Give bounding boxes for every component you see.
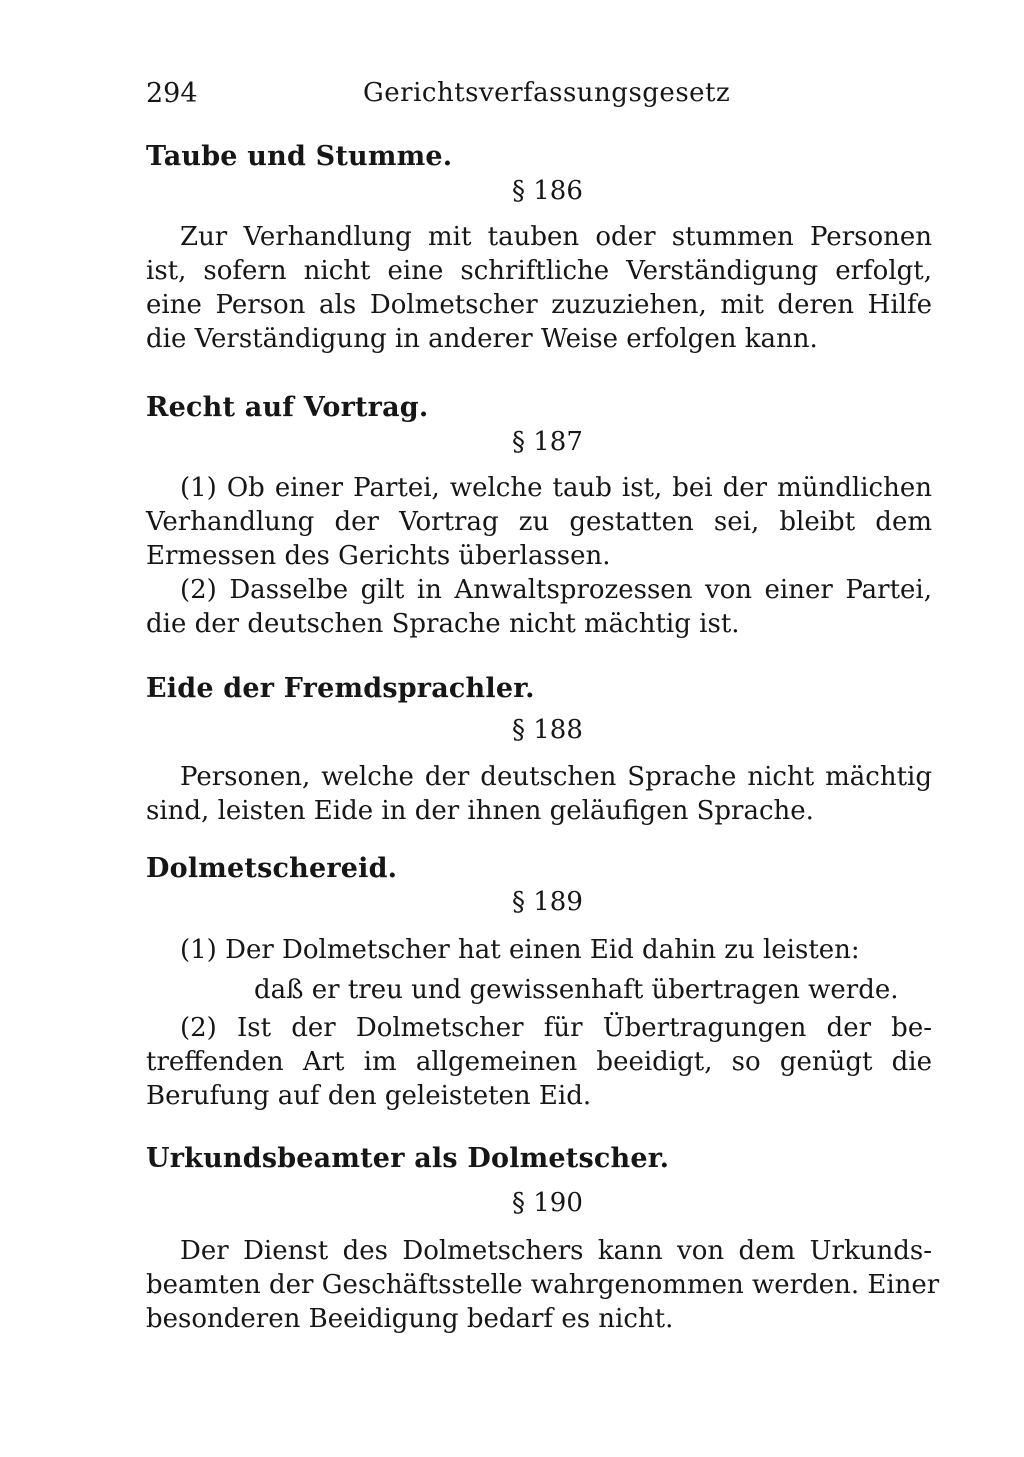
text-line: eine Person als Dolmetscher zuzuziehen, mit deren Hilfe — [146, 290, 932, 320]
section-heading: Recht auf Vortrag. — [146, 392, 429, 423]
section-heading: Urkundsbeamter als Dolmetscher. — [146, 1143, 670, 1174]
text-line: Verhandlung der Vortrag zu gestatten sei, bleibt dem — [146, 507, 932, 537]
text-line: (1) Der Dolmetscher hat einen Eid dahin zu leisten: — [180, 935, 860, 965]
section-heading: Dolmetschereid. — [146, 853, 398, 884]
paragraph-number: § 188 — [512, 715, 583, 745]
text-line: daß er treu und gewissenhaft übertragen werde. — [254, 975, 899, 1005]
text-line: sind, leisten Eide in der ihnen geläufigen Sprache. — [146, 796, 814, 826]
text-line: Zur Verhandlung mit tauben oder stummen Personen — [180, 222, 932, 252]
text-line: Ermessen des Gerichts überlassen. — [146, 541, 611, 571]
paragraph-number: § 190 — [512, 1188, 583, 1218]
section-heading: Taube und Stumme. — [146, 141, 453, 172]
text-line: beamten der Geschäftsstelle wahrgenommen werden. Einer — [146, 1270, 940, 1300]
section-text — [146, 1234, 940, 1336]
text-line: (2) Dasselbe gilt in Anwaltsprozessen von einer Partei, — [180, 575, 932, 605]
text-line: Personen, welche der deutschen Sprache nicht mächtig — [180, 762, 932, 792]
running-head — [146, 78, 731, 114]
text-line: Berufung auf den geleisteten Eid. — [146, 1081, 592, 1111]
paragraph-number: § 186 — [512, 176, 583, 206]
text-line: treffenden Art im allgemeinen beeidigt, so genügt die — [146, 1047, 932, 1077]
section-heading: Eide der Fremdsprachler. — [146, 673, 535, 704]
text-line: besonderen Beeidigung bedarf es nicht. — [146, 1304, 674, 1334]
running-head-title: Gerichtsverfassungsgesetz — [363, 78, 731, 108]
paragraph-number: § 187 — [512, 427, 583, 457]
text-line: die der deutschen Sprache nicht mächtig ist. — [146, 609, 740, 639]
text-line: Der Dienst des Dolmetschers kann von dem Urkunds- — [180, 1236, 932, 1266]
paragraph-number: § 189 — [512, 887, 583, 917]
section-text — [146, 220, 932, 356]
page-number: 294 — [146, 78, 198, 109]
text-line: (2) Ist der Dolmetscher für Übertragungen der be- — [180, 1013, 932, 1043]
text-line: (1) Ob einer Partei, welche taub ist, bei der mündlichen — [180, 473, 932, 503]
section-text — [146, 933, 932, 1113]
text-line: die Verständigung in anderer Weise erfolgen kann. — [146, 324, 818, 354]
section-text — [146, 471, 932, 641]
text-line: ist, sofern nicht eine schriftliche Verständigung erfolgt, — [146, 256, 932, 286]
section-text — [146, 760, 932, 828]
